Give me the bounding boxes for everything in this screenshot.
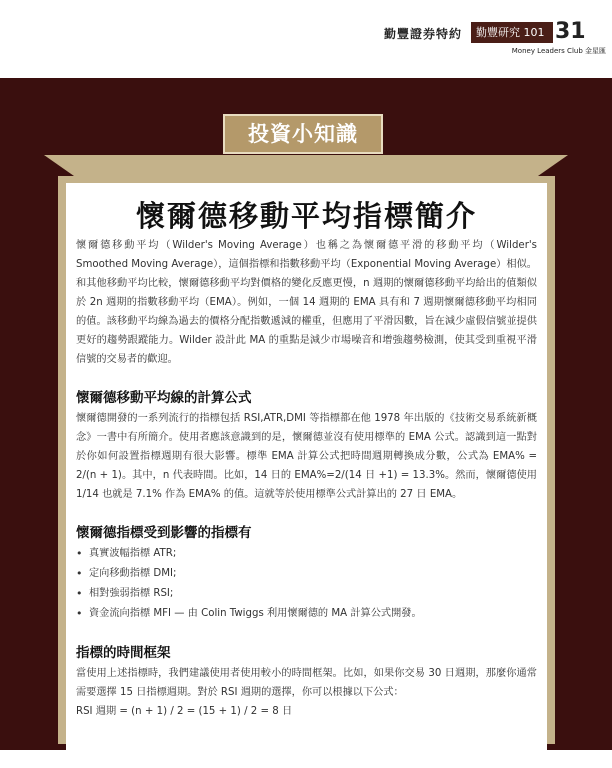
- section-heading-formula: 懷爾德移動平均線的計算公式: [76, 390, 252, 406]
- sponsor-label: 勤豐證券特約: [383, 27, 462, 41]
- article-title: 懷爾德移動平均指標簡介: [135, 199, 477, 233]
- page-header: [0, 0, 612, 70]
- page-number: 31: [555, 19, 586, 44]
- bottom-margin: [0, 750, 612, 768]
- rsi-formula: RSI 週期 = (n + 1) / 2 = (15 + 1) / 2 = 8 日: [76, 706, 293, 717]
- timeframe-paragraph: 當使用上述指標時，我們建議使用者使用較小的時間框架。比如，如果你交易 30 日週期，那麼你通常需要選擇 15 日指標週期。對於 RSI 週期的選擇，你可以根據以下公式：: [76, 668, 537, 698]
- article-body: [76, 236, 537, 721]
- badge-label: 投資小知識: [248, 122, 358, 146]
- section-heading-affected: 懷爾德指標受到影響的指標有: [76, 525, 252, 541]
- list-item: • 資金流向指標 MFI — 由 Colin Twiggs 利用懷爾德的 MA 計算公式開發。: [76, 604, 537, 624]
- formula-paragraph: 懷爾德開發的一系列流行的指標包括 RSI,ATR,DMI 等指標都在他 1978 年出版的《技術交易系統新概念》一書中有所簡介。使用者應該意識到的是，懷爾德並沒有使用標準的 EMA 公式。認識到這一點對於你如何設置指標週期有很大影響。標準 EMA 計算公式把時間週期轉換成分數，公式為 EMA% = 2/(n + 1)。其中，n 代表時間。比如，14 日的 EMA%=2/(14 日 +1) = 13.3%。然而，懷爾德使用 1/14 也就是 7.1% 作為 EMA% 的值。這就等於使用標準公式計算出的 27 日 EMA。: [76, 413, 537, 500]
- indicator-list: [76, 544, 537, 624]
- list-item: • 真實波幅指標 ATR;: [76, 544, 537, 564]
- ribbon-decoration: [44, 155, 568, 177]
- list-item: • 定向移動指標 DMI;: [76, 564, 537, 584]
- intro-paragraph: 懷爾德移動平均（Wilder's Moving Average）也稱之為懷爾德平滑的移動平均（Wilder's Smoothed Moving Average），這個指標和指數移動平均（Exponential Moving Average）相似。和其他移動平均比較，懷爾德移動平均對價格的變化反應更慢，n 週期的懷爾德移動平均給出的值類似於 2n 週期的指數移動平均（EMA）。例如，一個 14 週期的 EMA 具有和 7 週期懷爾德移動平均相同的值。該移動平均線為過去的價格分配指數遞減的權重，但應用了平滑因數，旨在減少虛假信號並提供更好的趨勢跟蹤能力。Wilder 設計此 MA 的重點是減少市場噪音和增強趨勢檢測，使其受到重視平滑信號的交易者的歡迎。: [76, 240, 537, 365]
- section-badge: [223, 114, 383, 154]
- section-heading-timeframe: 指標的時間框架: [76, 645, 171, 661]
- column-label: 勤豐研究 101: [471, 22, 553, 43]
- club-label: Money Leaders Club 金星匯: [511, 47, 606, 55]
- list-item: • 相對強弱指標 RSI;: [76, 584, 537, 604]
